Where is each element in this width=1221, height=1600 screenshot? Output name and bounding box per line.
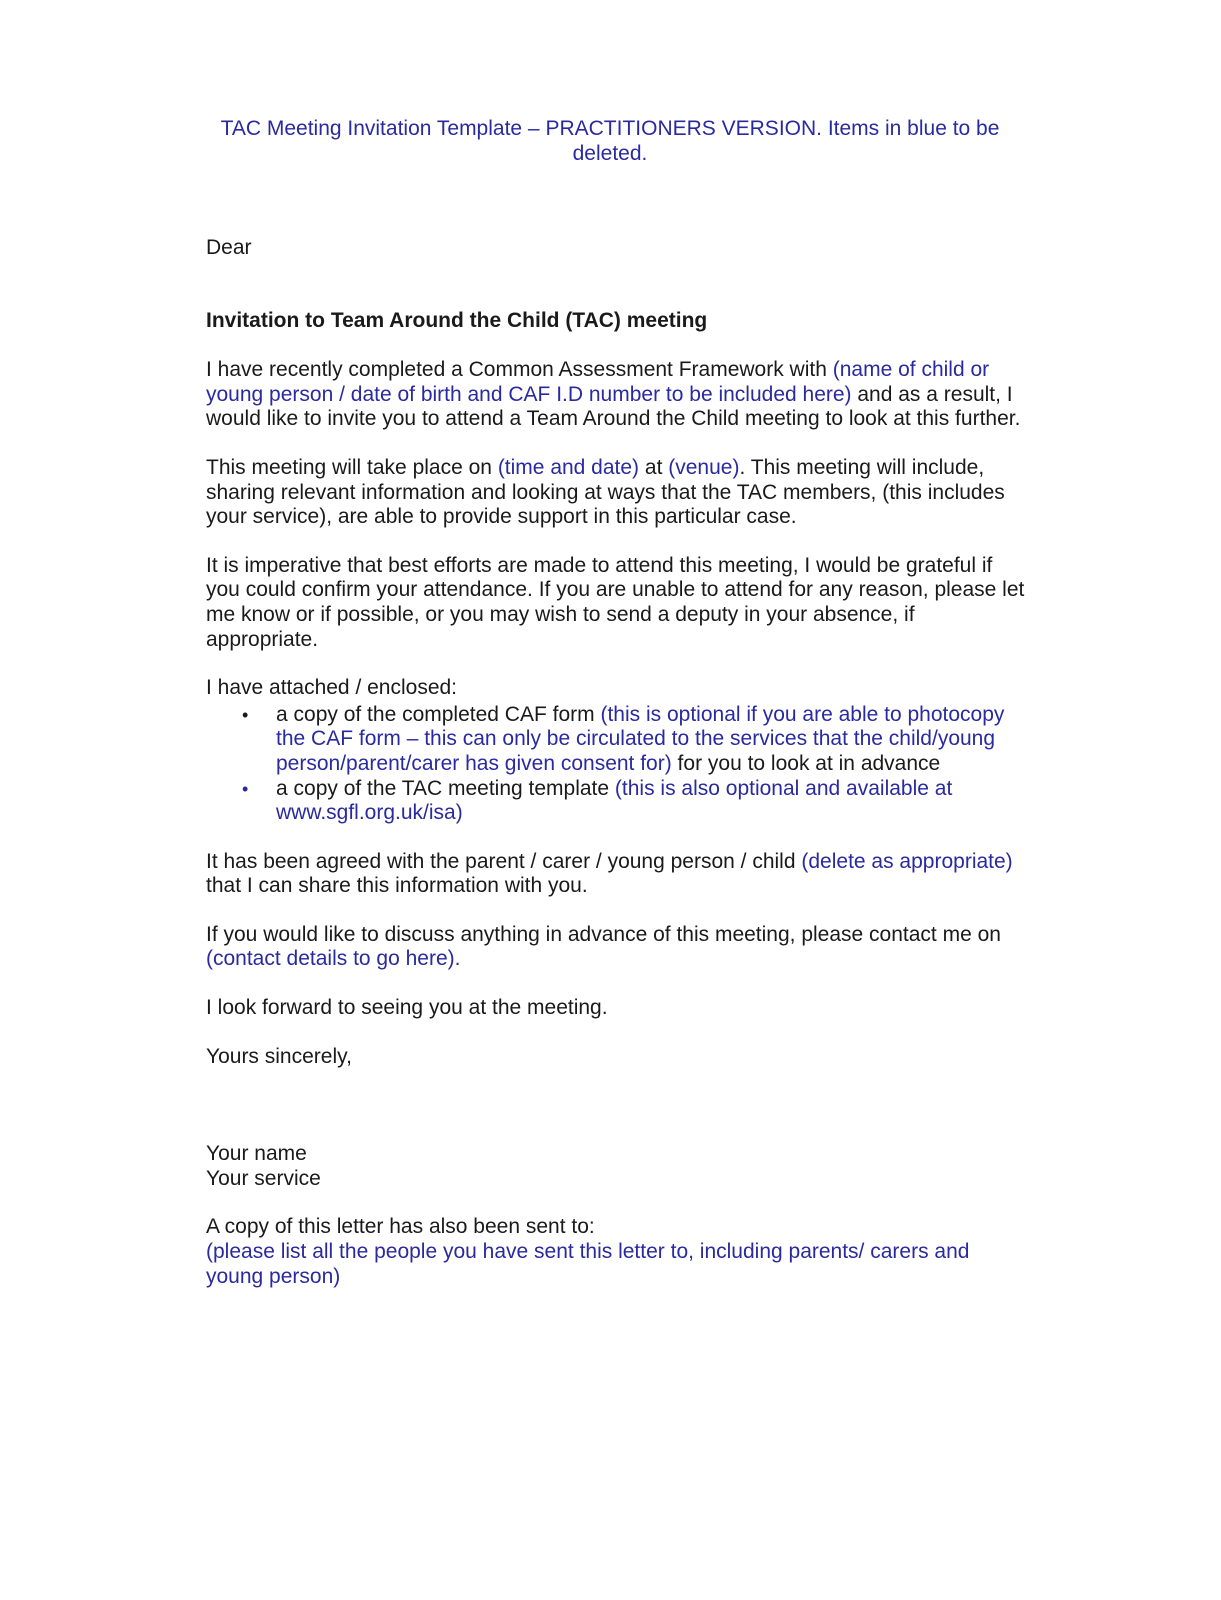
text-run: This meeting will take place on [206,455,498,479]
paragraph-assessment [206,358,1026,432]
signature-service: Your service [206,1166,321,1190]
text-run: a copy of the completed CAF form [276,702,601,726]
copy-recipients-intro: A copy of this letter has also been sent to: [206,1215,595,1239]
bullet-icon: • [242,704,249,725]
text-run: for you to look at in advance [671,751,941,775]
placeholder-child-details: (name of child or young person / date of birth and CAF I.D number to be included here) [206,358,990,406]
paragraph-look-forward: I look forward to seeing you at the meeting. [206,996,608,1020]
placeholder-caf-note: (this is optional if you are able to photocopy the CAF form – this can only be circulated to the services that the child/young person/parent/carer has given consent for) [276,702,1005,775]
letter-body [206,236,1026,1289]
placeholder-time-date: (time and date) [497,455,640,479]
text-run: that I can share this information with you. [206,874,588,898]
list-item [206,777,1026,826]
text-run: a copy of the TAC meeting template [276,776,615,800]
bullet-icon: • [242,778,249,799]
header-line-1: TAC Meeting Invitation Template – PRACTITIONERS VERSION. Items in blue to be [220,117,1000,140]
placeholder-copy-recipients: (please list all the people you have sent this letter to, including parents/ carers and young person) [206,1240,970,1288]
placeholder-contact-details: (contact details to go here). [206,947,461,971]
subject-heading: Invitation to Team Around the Child (TAC) meeting [206,308,708,332]
enclosed-intro: I have attached / enclosed: [206,676,458,700]
signature-name: Your name [206,1142,307,1166]
text-run: I have recently completed a Common Assessment Framework with [206,358,833,382]
template-header [190,116,1030,166]
header-line-2: deleted. [572,142,648,165]
salutation: Dear [206,236,252,259]
text-run: . This meeting will include, sharing relevant information and looking at ways that the TAC members, (this includes your service), are able to provide support in this particular case. [206,455,1005,529]
enclosure-list [206,703,1026,826]
placeholder-venue: (venue) [668,455,740,479]
paragraph-contact [206,923,1026,972]
text-run: If you would like to discuss anything in advance of this meeting, please contact me on [206,922,1001,946]
text-run: and as a result, I would like to invite you to attend a Team Around the Child meeting to look at this further. [206,382,1021,431]
list-item [206,703,1026,777]
placeholder-delete-as-appropriate: (delete as appropriate) [801,849,1013,873]
paragraph-consent [206,850,1026,899]
paragraph-attendance: It is imperative that best efforts are made to attend this meeting, I would be grateful if you could confirm your attendance. If you are unable to attend for any reason, please let me know or if possible, or you may wish to send a deputy in your absence, if appropriate. [206,553,1025,651]
text-run: It has been agreed with the parent / carer / young person / child [206,849,802,873]
text-run: at [639,455,669,479]
paragraph-meeting-details [206,456,1026,530]
placeholder-template-note: (this is also optional and available at www.sgfl.org.uk/isa) [276,776,953,825]
closing: Yours sincerely, [206,1044,352,1068]
signature-block [206,1142,1026,1191]
